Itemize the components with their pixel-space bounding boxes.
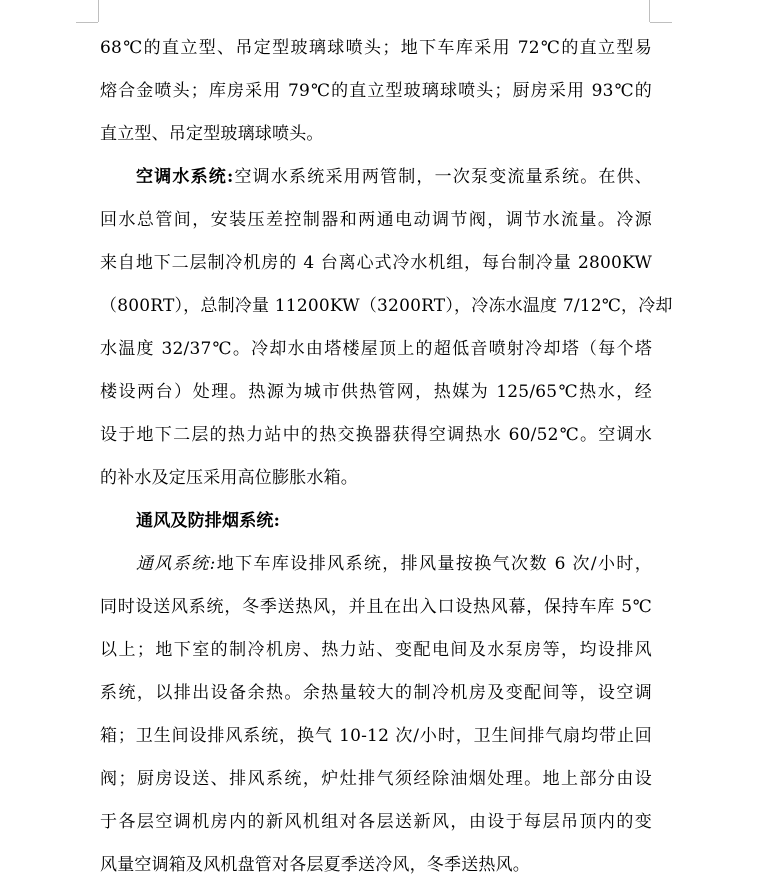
crop-mark-top-right-horizontal	[650, 22, 672, 23]
text-line: （800RT），总制冷量 11200KW（3200RT），冷冻水温度 7/12℃，冷却	[100, 296, 673, 316]
section-heading-hvac-water: 空调水系统:	[136, 167, 234, 187]
text-line: 风量空调箱及风机盘管对各层夏季送冷风，冬季送热风。	[100, 855, 530, 875]
paragraph-ventilation	[100, 543, 652, 887]
text-line	[100, 543, 652, 586]
crop-mark-top-left-vertical	[98, 0, 99, 22]
text-line: 68℃的直立型、吊定型玻璃球喷头；地下车库采用 72℃的直立型易	[100, 38, 652, 58]
text-run: 空调水系统采用两管制，一次泵变流量系统。在供、	[233, 167, 652, 187]
text-line	[100, 156, 652, 199]
text-line: 设于地下二层的热力站中的热交换器获得空调热水 60/52℃。空调水	[100, 425, 652, 445]
text-line: 楼设两台）处理。热源为城市供热管网，热媒为 125/65℃热水，经	[100, 382, 652, 402]
text-line: 箱；卫生间设排风系统，换气 10-12 次/小时，卫生间排气扇均带止回	[100, 726, 652, 746]
text-line: 的补水及定压采用高位膨胀水箱。	[100, 468, 358, 488]
paragraph-sprinkler	[100, 27, 652, 156]
subsection-heading-ventilation: 通风系统:	[136, 554, 216, 574]
crop-mark-top-left-horizontal	[76, 22, 98, 23]
text-line: 熔合金喷头；库房采用 79℃的直立型玻璃球喷头；厨房采用 93℃的	[100, 81, 652, 101]
crop-mark-top-right-vertical	[649, 0, 650, 22]
text-line: 直立型、吊定型玻璃球喷头。	[100, 124, 324, 144]
text-line	[100, 500, 652, 543]
document-body	[100, 27, 673, 887]
section-heading-ventilation: 通风及防排烟系统:	[136, 511, 281, 531]
text-line: 水温度 32/37℃。冷却水由塔楼屋顶上的超低音喷射冷却塔（每个塔	[100, 339, 652, 359]
paragraph-hvac-water	[100, 156, 673, 500]
text-line: 系统，以排出设备余热。余热量较大的制冷机房及变配间等，设空调	[100, 683, 652, 703]
text-line: 同时设送风系统，冬季送热风，并且在出入口设热风幕，保持车库 5℃	[100, 597, 652, 617]
text-line: 于各层空调机房内的新风机组对各层送新风，由设于每层吊顶内的变	[100, 812, 652, 832]
text-line: 阀；厨房设送、排风系统，炉灶排气须经除油烟处理。地上部分由设	[100, 769, 652, 789]
paragraph-ventilation-heading	[100, 500, 652, 543]
text-line: 以上；地下室的制冷机房、热力站、变配电间及水泵房等，均设排风	[100, 640, 652, 660]
text-line: 来自地下二层制冷机房的 4 台离心式冷水机组，每台制冷量 2800KW	[100, 253, 652, 273]
text-run: 地下车库设排风系统，排风量按换气次数 6 次/小时，	[215, 554, 652, 574]
text-line: 回水总管间，安装压差控制器和两通电动调节阀，调节水流量。冷源	[100, 210, 652, 230]
